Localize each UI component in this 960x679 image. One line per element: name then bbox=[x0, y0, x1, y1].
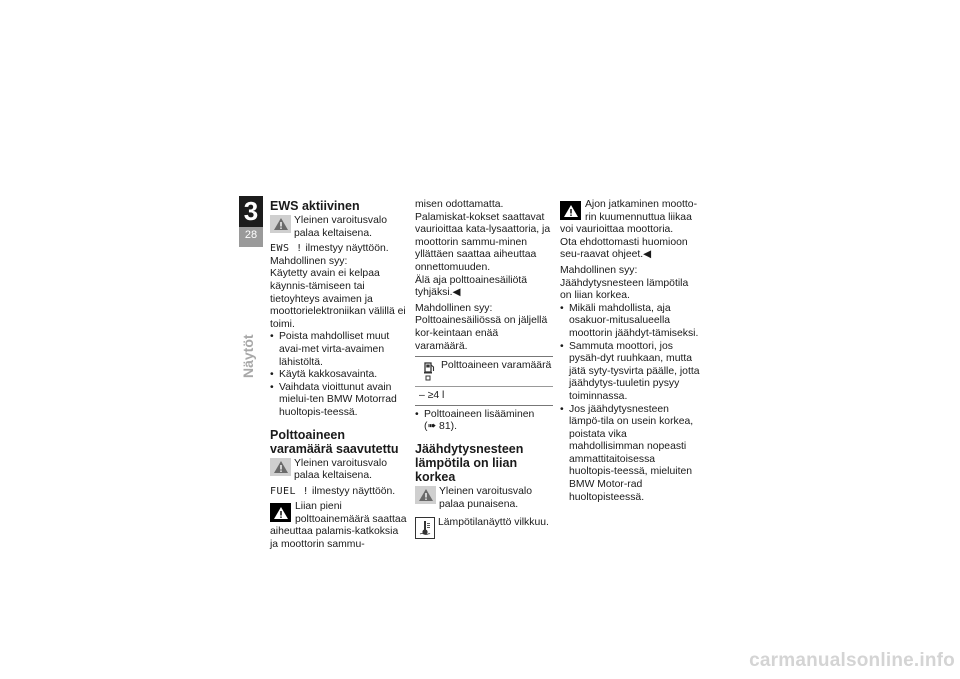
thermometer-icon bbox=[415, 517, 435, 539]
column-3 bbox=[560, 199, 700, 504]
watermark-text: carmanualsonline.info bbox=[749, 650, 955, 671]
page-number: 28 bbox=[244, 229, 258, 241]
ews-heading: EWS aktiivinen bbox=[270, 199, 360, 213]
refuel-list bbox=[415, 409, 553, 434]
page-reference-link[interactable]: (➠ 81). bbox=[424, 421, 457, 433]
caution-triangle-icon bbox=[560, 201, 581, 220]
chapter-number: 3 bbox=[239, 196, 263, 227]
list-item: • Sammuta moottori, jos pysäh-dyt ruuhkaan, mutta jätä syty-tysvirta päälle, jotta jäähdytys-tuuletin pysyy toiminnassa. bbox=[560, 341, 700, 404]
coolant-warning-text: Yleinen varoitusvalo palaa punaisena. bbox=[439, 485, 532, 510]
fuel-heading: Polttoaineen varamäärä saavutettu bbox=[270, 427, 399, 456]
coolant-cause: Jäähdytysnesteen lämpötila on liian korkea. bbox=[560, 277, 689, 302]
ews-cause-label: Mahdollinen syy: bbox=[270, 255, 348, 267]
list-item: • Vaihdata vioittunut avain mielui-ten BMW Motorrad huoltopis-teessä. bbox=[270, 382, 408, 420]
fuel-caution bbox=[270, 501, 408, 551]
coolant-heading: Jäähdytysnesteen lämpötila on liian korkea bbox=[415, 441, 524, 484]
list-item: • Poista mahdolliset muut avai-met virta-avaimen lähistöltä. bbox=[270, 331, 408, 369]
coolant-caution-end: Ota ehdottomasti huomioon seu-raavat ohjeet.◀ bbox=[560, 236, 688, 261]
coolant-cause-label: Mahdollinen syy: bbox=[560, 264, 638, 276]
coolant-caution-text: Ajon jatkaminen mootto-rin kuumennuttua liikaa voi vaurioittaa moottoria. bbox=[560, 199, 698, 236]
coolant-warning-line bbox=[415, 486, 553, 511]
fuel-reserve-header bbox=[415, 357, 553, 386]
fuel-cause: Polttoainesäiliössä on jäljellä kor-keintaan enää varamäärä. bbox=[415, 315, 548, 352]
column-1 bbox=[270, 199, 408, 552]
list-item: • Mikäli mahdollista, aja osakuor-mitusalueella moottorin jäähdyt-tämiseksi. bbox=[560, 303, 700, 341]
ews-warning-line bbox=[270, 215, 408, 240]
column-2 bbox=[415, 199, 553, 539]
coolant-caution bbox=[560, 199, 700, 237]
ews-display-line bbox=[270, 243, 408, 256]
fuel-caution-cont: misen odottamatta. Palamiskat-kokset saattavat vaurioittaa kata-lysaattoria, ja moottorin sammu-minen yllättäen saattaa aiheuttaa onnettomuuden. bbox=[415, 199, 551, 273]
caution-triangle-icon bbox=[270, 503, 291, 522]
fuel-warning-line bbox=[270, 458, 408, 483]
warning-triangle-icon bbox=[415, 486, 436, 504]
fuel-warning-text: Yleinen varoitusvalo palaa keltaisena. bbox=[294, 457, 387, 482]
fuel-reserve-label: Polttoaineen varamäärä bbox=[441, 360, 552, 372]
list-item: • Jos jäähdytysnesteen lämpö-tila on usein korkea, poistata vika mahdollisimman nopeasti ammattitaitoisessa huoltopis-teessä, mieluiten BMW Motor-rad huoltopisteessä. bbox=[560, 404, 700, 505]
ews-cause: Käytetty avain ei kelpaa käynnis-tämiseen tai tietoyhteys avaimen ja moottorielektroniikan välillä ei toimi. bbox=[270, 268, 406, 330]
ews-bullet-list bbox=[270, 331, 408, 419]
fuel-reserve-table bbox=[415, 356, 553, 406]
ews-warning-text: Yleinen varoitusvalo palaa keltaisena. bbox=[294, 215, 387, 239]
fuel-caution-end: Älä aja polttoainesäiliötä tyhjäksi.◀ bbox=[415, 274, 528, 299]
warning-triangle-icon bbox=[270, 215, 291, 233]
list-item: • Polttoaineen lisääminen (➠ 81). bbox=[415, 409, 553, 434]
fuel-reserve-value: – ≥4 l bbox=[419, 390, 445, 402]
fuel-display-line bbox=[270, 486, 408, 499]
fuel-display-text: ilmestyy näyttöön. bbox=[312, 485, 396, 497]
list-item: • Käytä kakkosavainta. bbox=[270, 369, 408, 382]
coolant-display-text: Lämpötilanäyttö vilkkuu. bbox=[438, 517, 549, 529]
coolant-bullet-list bbox=[560, 303, 700, 505]
chapter-label: Näytöt bbox=[240, 334, 256, 378]
coolant-display-line bbox=[415, 517, 553, 539]
chapter-tab bbox=[239, 196, 263, 247]
fuel-cause-label: Mahdollinen syy: bbox=[415, 302, 493, 314]
fuel-pump-icon bbox=[423, 360, 435, 382]
fuel-reserve-value-row bbox=[415, 386, 553, 405]
ews-code: EWS ! bbox=[270, 243, 303, 255]
fuel-caution-text: Liian pieni polttoainemäärä saattaa aiheuttaa palamis-katkoksia ja moottorin sammu- bbox=[270, 501, 407, 551]
fuel-code: FUEL ! bbox=[270, 485, 310, 497]
warning-triangle-icon bbox=[270, 458, 291, 476]
ews-display-text: ilmestyy näyttöön. bbox=[305, 243, 389, 255]
